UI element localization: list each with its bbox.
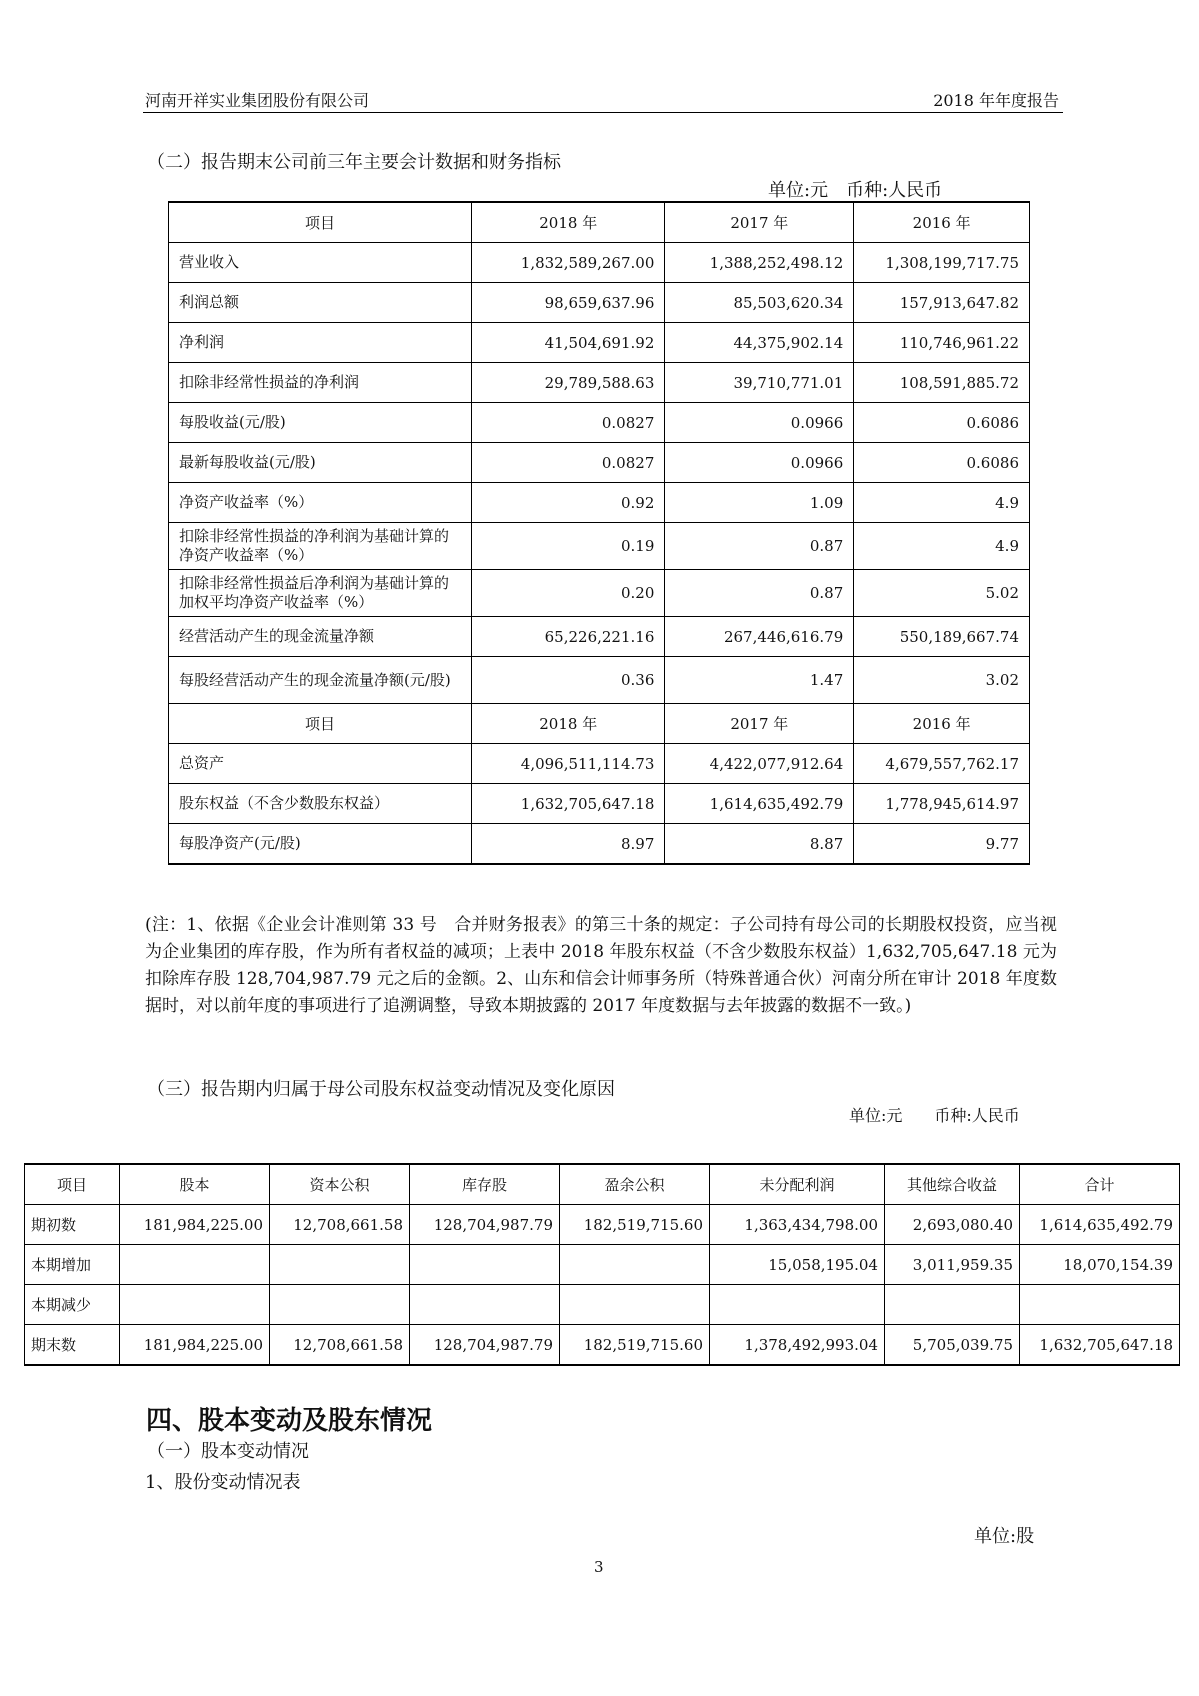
- table-cell: [410, 1245, 560, 1285]
- row-label: 经营活动产生的现金流量净额: [169, 617, 472, 657]
- table-cell: 182,519,715.60: [560, 1205, 710, 1245]
- table-row: [169, 784, 1030, 824]
- row-label: 总资产: [169, 744, 472, 784]
- table-cell: 12,708,661.58: [270, 1205, 410, 1245]
- row-label: 期初数: [25, 1205, 120, 1245]
- section-3-title: （三）报告期内归属于母公司股东权益变动情况及变化原因: [147, 1079, 615, 1100]
- row-label: 本期减少: [25, 1285, 120, 1325]
- table-cell: 12,708,661.58: [270, 1325, 410, 1366]
- cell-2017: 44,375,902.14: [665, 323, 854, 363]
- row-label: 扣除非经常性损益后净利润为基础计算的加权平均净资产收益率（%）: [169, 570, 472, 617]
- row-label: 每股经营活动产生的现金流量净额(元/股): [169, 657, 472, 704]
- table-cell: 181,984,225.00: [120, 1325, 270, 1366]
- cell-2018: 0.20: [472, 570, 665, 617]
- cell-2017: 85,503,620.34: [665, 283, 854, 323]
- col-header: 合计: [1020, 1164, 1180, 1205]
- section-4-subheading: （一）股本变动情况: [147, 1441, 309, 1462]
- cell-2018: 1,832,589,267.00: [472, 243, 665, 283]
- table-cell: 5,705,039.75: [885, 1325, 1020, 1366]
- col-header: 2017 年: [665, 202, 854, 243]
- cell-2016: 4,679,557,762.17: [854, 744, 1030, 784]
- table-cell: [270, 1245, 410, 1285]
- table-row: [169, 443, 1030, 483]
- row-label: 每股净资产(元/股): [169, 824, 472, 865]
- table-row: [169, 744, 1030, 784]
- row-label: 股东权益（不含少数股东权益）: [169, 784, 472, 824]
- table-row: [169, 243, 1030, 283]
- header-divider: [143, 112, 1063, 113]
- col-header: 2017 年: [665, 704, 854, 744]
- table-row: [169, 483, 1030, 523]
- table-cell: 181,984,225.00: [120, 1205, 270, 1245]
- cell-2018: 0.0827: [472, 443, 665, 483]
- row-label: 利润总额: [169, 283, 472, 323]
- table-cell: 1,614,635,492.79: [1020, 1205, 1180, 1245]
- cell-2018: 0.36: [472, 657, 665, 704]
- table-cell: [1020, 1285, 1180, 1325]
- row-label: 本期增加: [25, 1245, 120, 1285]
- table-row: [25, 1285, 1180, 1325]
- table-row: [25, 1325, 1180, 1366]
- col-header: 资本公积: [270, 1164, 410, 1205]
- table-cell: [560, 1245, 710, 1285]
- table-row: [169, 403, 1030, 443]
- row-label: 最新每股收益(元/股): [169, 443, 472, 483]
- cell-2016: 3.02: [854, 657, 1030, 704]
- table-footnote: (注：1、依据《企业会计准则第 33 号 合并财务报表》的第三十条的规定：子公司持有母公司的长期股权投资，应当视为企业集团的库存股，作为所有者权益的减项；上表中 2018 年股东权益（不含少数股东权益）1,632,705,647.18 元为扣除库存股 128,704,987.79 元之后的金额。2、山东和信会计师事务所（特殊普通合伙）河南分所在审计 2018 年度数据时，对以前年度的事项进行了追溯调整，导致本期披露的 2017 年度数据与去年披露的数据不一致。): [145, 915, 1057, 1016]
- cell-2017: 39,710,771.01: [665, 363, 854, 403]
- table-row: [169, 824, 1030, 865]
- table-cell: [560, 1285, 710, 1325]
- cell-2017: 1,388,252,498.12: [665, 243, 854, 283]
- table-row: [169, 363, 1030, 403]
- row-label: 净资产收益率（%）: [169, 483, 472, 523]
- col-header: 2016 年: [854, 202, 1030, 243]
- cell-2016: 550,189,667.74: [854, 617, 1030, 657]
- col-header: 项目: [25, 1164, 120, 1205]
- table-cell: 15,058,195.04: [710, 1245, 885, 1285]
- table-cell: 18,070,154.39: [1020, 1245, 1180, 1285]
- col-header: 盈余公积: [560, 1164, 710, 1205]
- table-row: [169, 323, 1030, 363]
- section-4-heading: 四、股本变动及股东情况: [146, 1406, 433, 1436]
- col-header: 未分配利润: [710, 1164, 885, 1205]
- cell-2018: 98,659,637.96: [472, 283, 665, 323]
- table-cell: 1,378,492,993.04: [710, 1325, 885, 1366]
- cell-2016: 108,591,885.72: [854, 363, 1030, 403]
- row-label: 期末数: [25, 1325, 120, 1366]
- table-row: [169, 657, 1030, 704]
- table-row: [169, 617, 1030, 657]
- cell-2018: 65,226,221.16: [472, 617, 665, 657]
- header-company: 河南开祥实业集团股份有限公司: [145, 91, 370, 110]
- section-3-unit: 单位:元 币种:人民币: [849, 1106, 1020, 1125]
- section-4-item-heading: 1、股份变动情况表: [145, 1472, 301, 1493]
- table-cell: 3,011,959.35: [885, 1245, 1020, 1285]
- row-label: 每股收益(元/股): [169, 403, 472, 443]
- table-cell: 128,704,987.79: [410, 1205, 560, 1245]
- section-2-unit: 单位:元 币种:人民币: [768, 180, 943, 201]
- cell-2018: 0.0827: [472, 403, 665, 443]
- cell-2016: 9.77: [854, 824, 1030, 865]
- table-cell: [120, 1285, 270, 1325]
- cell-2017: 0.0966: [665, 443, 854, 483]
- table-cell: [120, 1245, 270, 1285]
- cell-2018: 0.19: [472, 523, 665, 570]
- cell-2016: 1,778,945,614.97: [854, 784, 1030, 824]
- col-header: 2018 年: [472, 202, 665, 243]
- key-financial-data-table: [168, 201, 1030, 865]
- table-header-row: [25, 1164, 1180, 1205]
- cell-2017: 0.87: [665, 570, 854, 617]
- table-cell: 2,693,080.40: [885, 1205, 1020, 1245]
- cell-2016: 4.9: [854, 523, 1030, 570]
- equity-change-table: [24, 1163, 1180, 1366]
- table-cell: [710, 1285, 885, 1325]
- col-header: 2018 年: [472, 704, 665, 744]
- table-row: [25, 1205, 1180, 1245]
- cell-2016: 0.6086: [854, 403, 1030, 443]
- cell-2017: 267,446,616.79: [665, 617, 854, 657]
- cell-2018: 1,632,705,647.18: [472, 784, 665, 824]
- table-row: [25, 1245, 1180, 1285]
- row-label: 净利润: [169, 323, 472, 363]
- cell-2017: 8.87: [665, 824, 854, 865]
- table-cell: 1,632,705,647.18: [1020, 1325, 1180, 1366]
- header-report-title: 2018 年年度报告: [933, 91, 1059, 110]
- col-header: 其他综合收益: [885, 1164, 1020, 1205]
- cell-2018: 29,789,588.63: [472, 363, 665, 403]
- cell-2016: 4.9: [854, 483, 1030, 523]
- cell-2017: 0.0966: [665, 403, 854, 443]
- col-header: 股本: [120, 1164, 270, 1205]
- cell-2016: 1,308,199,717.75: [854, 243, 1030, 283]
- col-header: 库存股: [410, 1164, 560, 1205]
- col-header: 项目: [169, 202, 472, 243]
- table-cell: [270, 1285, 410, 1325]
- cell-2016: 110,746,961.22: [854, 323, 1030, 363]
- table-cell: 128,704,987.79: [410, 1325, 560, 1366]
- table-cell: [410, 1285, 560, 1325]
- cell-2016: 157,913,647.82: [854, 283, 1030, 323]
- table-row: [169, 283, 1030, 323]
- cell-2017: 1.47: [665, 657, 854, 704]
- section-2-title: （二）报告期末公司前三年主要会计数据和财务指标: [147, 152, 561, 173]
- cell-2017: 1.09: [665, 483, 854, 523]
- table-cell: 1,363,434,798.00: [710, 1205, 885, 1245]
- table-subheader-row: [169, 704, 1030, 744]
- cell-2017: 4,422,077,912.64: [665, 744, 854, 784]
- cell-2018: 8.97: [472, 824, 665, 865]
- row-label: 营业收入: [169, 243, 472, 283]
- col-header: 2016 年: [854, 704, 1030, 744]
- row-label: 扣除非经常性损益的净利润为基础计算的净资产收益率（%）: [169, 523, 472, 570]
- table-header-row: [169, 202, 1030, 243]
- cell-2017: 1,614,635,492.79: [665, 784, 854, 824]
- cell-2018: 4,096,511,114.73: [472, 744, 665, 784]
- section-4-unit: 单位:股: [974, 1526, 1035, 1547]
- col-header: 项目: [169, 704, 472, 744]
- cell-2018: 0.92: [472, 483, 665, 523]
- table-row: [169, 523, 1030, 570]
- cell-2018: 41,504,691.92: [472, 323, 665, 363]
- page-number: 3: [594, 1558, 604, 1576]
- table-cell: 182,519,715.60: [560, 1325, 710, 1366]
- cell-2016: 5.02: [854, 570, 1030, 617]
- table-row: [169, 570, 1030, 617]
- row-label: 扣除非经常性损益的净利润: [169, 363, 472, 403]
- table-cell: [885, 1285, 1020, 1325]
- cell-2017: 0.87: [665, 523, 854, 570]
- cell-2016: 0.6086: [854, 443, 1030, 483]
